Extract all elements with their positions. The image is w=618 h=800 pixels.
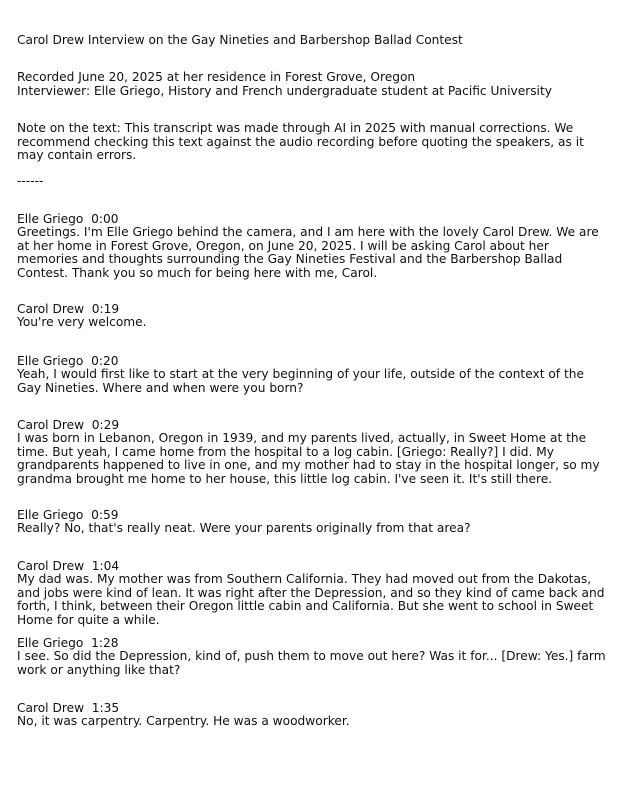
speech-text: Really? No, that's really neat. Were your parents originally from that area? [17,521,471,535]
speaker-heading [17,701,119,715]
speech-text: You're very welcome. [17,315,147,329]
timestamp: 0:59 [91,508,119,522]
speaker-name: Elle Griego [17,636,84,650]
speech-text: I was born in Lebanon, Oregon in 1939, and my parents lived, actually, in Sweet Home at the time. But yeah, I came home from the hospital to a log cabin. [Griego: Really?] I did. My grandparents happened to live in one, and my mother had to stay in the hospital longer, so my grandma brought me home to her house, this little log cabin. I've seen it. It's still there. [17,431,600,486]
speaker-heading [17,636,119,650]
speaker-heading [17,559,119,573]
speaker-heading [17,418,119,432]
timestamp: 0:00 [91,212,119,226]
speaker-name: Carol Drew [17,302,85,316]
speaker-name: Carol Drew [17,559,85,573]
speech-text: No, it was carpentry. Carpentry. He was a woodworker. [17,714,350,728]
speaker-name: Carol Drew [17,418,85,432]
timestamp: 0:19 [91,302,120,316]
speaker-heading [17,212,119,226]
speaker-name: Elle Griego [17,508,84,522]
timestamp: 0:20 [91,354,119,368]
speaker-name: Carol Drew [17,701,85,715]
speaker-heading [17,302,119,316]
speaker-name: Elle Griego [17,212,84,226]
timestamp: 1:04 [91,559,120,573]
document-title: Carol Drew Interview on the Gay Nineties and Barbershop Ballad Contest [17,33,463,47]
speech-text: My dad was. My mother was from Southern California. They had moved out from the Dakotas, and jobs were kind of lean. It was right after the Depression, and so they kind of came back and forth, I think, between their Oregon little cabin and California. But she went to school in Sweet Home for quite a while. [17,572,605,627]
speaker-heading [17,508,119,522]
transcript-note: Note on the text: This transcript was made through AI in 2025 with manual corrections. We recommend checking this text against the audio recording before quoting the speakers, as it may contain errors. [17,121,584,163]
recording-info: Recorded June 20, 2025 at her residence in Forest Grove, Oregon [17,70,416,84]
timestamp: 1:28 [91,636,119,650]
speech-text: I see. So did the Depression, kind of, push them to move out here? Was it for... [Drew: Yes.] farm work or anything like that? [17,649,606,677]
timestamp: 1:35 [91,701,120,715]
speech-text: Yeah, I would first like to start at the very beginning of your life, outside of the context of the Gay Nineties. Where and when were you born? [17,367,584,395]
section-divider: ------ [17,174,44,188]
speaker-heading [17,354,119,368]
timestamp: 0:29 [91,418,120,432]
interviewer-info: Interviewer: Elle Griego, History and French undergraduate student at Pacific University [17,84,552,98]
speaker-name: Elle Griego [17,354,84,368]
speech-text: Greetings. I'm Elle Griego behind the camera, and I am here with the lovely Carol Drew. We are at her home in Forest Grove, Oregon, on June 20, 2025. I will be asking Carol about her memories and thoughts surrounding the Gay Nineties Festival and the Barbershop Ballad Contest. Thank you so much for being here with me, Carol. [17,225,599,280]
